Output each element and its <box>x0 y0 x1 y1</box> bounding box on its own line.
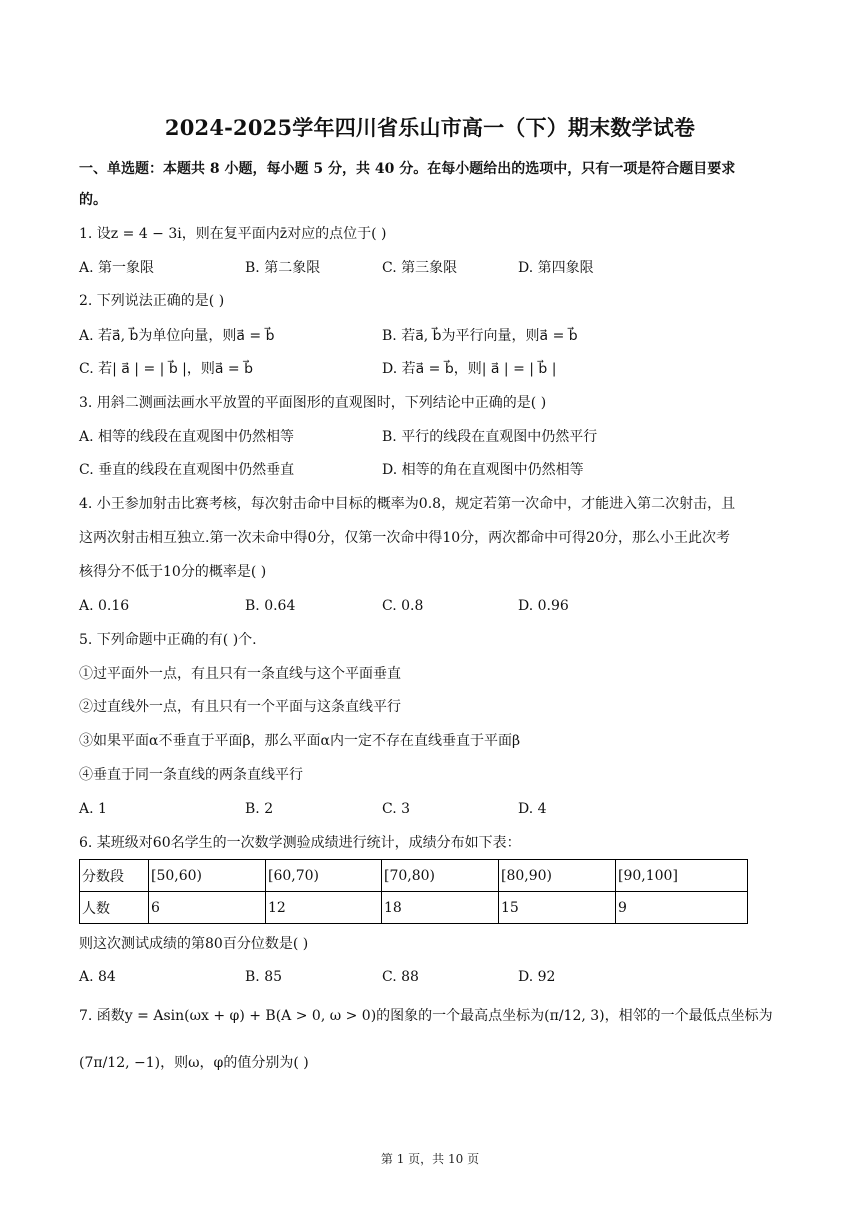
table-cell: [50,60) <box>149 860 266 892</box>
question-6-question: 则这次测试成绩的第80百分位数是( ) <box>79 936 309 952</box>
table-cell: 15 <box>499 892 616 924</box>
option-c: C. 3 <box>382 801 411 817</box>
option-a: A. 0.16 <box>79 598 130 614</box>
question-6-options <box>79 967 779 987</box>
option-a: A. 84 <box>79 969 116 985</box>
question-4-line2: 这两次射击相互独立.第一次未命中得0分，仅第一次命中得10分，两次都命中可得20分，那么小王此次考 <box>79 530 730 546</box>
option-b: B. 若a⃗, b⃗为平行向量，则a⃗ = b⃗ <box>382 328 578 344</box>
question-1-stem: 1. 设z = 4 − 3i，则在复平面内z̄对应的点位于( ) <box>79 226 387 242</box>
table-cell: [70,80) <box>382 860 499 892</box>
option-d: D. 4 <box>518 801 547 817</box>
table-cell: 6 <box>149 892 266 924</box>
table-header-row <box>80 860 748 892</box>
question-2-options-row1 <box>79 326 779 346</box>
option-a: A. 若a⃗, b⃗为单位向量，则a⃗ = b⃗ <box>79 328 275 344</box>
option-a: A. 第一象限 <box>79 260 155 276</box>
question-3-stem: 3. 用斜二测画法画水平放置的平面图形的直观图时，下列结论中正确的是( ) <box>79 395 547 411</box>
option-b: B. 85 <box>245 969 283 985</box>
statement-3: ③如果平面α不垂直于平面β，那么平面α内一定不存在直线垂直于平面β <box>79 733 521 749</box>
question-5-stem: 5. 下列命题中正确的有( )个. <box>79 632 257 648</box>
question-4-line1: 4. 小王参加射击比赛考核，每次射击命中目标的概率为0.8，规定若第一次命中，才能进入第二次射击，且 <box>79 496 736 512</box>
table-cell: [80,90) <box>499 860 616 892</box>
question-1-options <box>79 258 779 278</box>
option-a: A. 相等的线段在直观图中仍然相等 <box>79 429 295 445</box>
option-d: D. 0.96 <box>518 598 569 614</box>
question-2-stem: 2. 下列说法正确的是( ) <box>79 293 225 309</box>
option-a: A. 1 <box>79 801 107 817</box>
question-5-options <box>79 799 779 819</box>
question-7-line1: 7. 函数y = Asin(ωx + φ) + B(A > 0, ω > 0)的图象的一个最高点坐标为(π/12, 3)，相邻的一个最低点坐标为 <box>79 1008 773 1024</box>
score-distribution-table <box>79 859 748 924</box>
table-cell: 18 <box>382 892 499 924</box>
table-cell: 9 <box>616 892 748 924</box>
statement-4: ④垂直于同一条直线的两条直线平行 <box>79 767 303 783</box>
option-c: C. 若| a⃗ | = | b⃗ |，则a⃗ = b⃗ <box>79 361 253 377</box>
table-row <box>80 892 748 924</box>
question-4-line3: 核得分不低于10分的概率是( ) <box>79 564 267 580</box>
option-b: B. 2 <box>245 801 274 817</box>
option-c: C. 垂直的线段在直观图中仍然垂直 <box>79 462 295 478</box>
table-cell: 分数段 <box>80 860 149 892</box>
section-heading-line2: 的。 <box>79 192 107 208</box>
page-footer: 第 1 页，共 10 页 <box>380 1152 480 1166</box>
option-c: C. 第三象限 <box>382 260 458 276</box>
option-d: D. 相等的角在直观图中仍然相等 <box>382 462 584 478</box>
option-b: B. 0.64 <box>245 598 296 614</box>
option-c: C. 88 <box>382 969 419 985</box>
question-2-options-row2 <box>79 359 779 379</box>
table-cell: 12 <box>266 892 382 924</box>
exam-title: 2024-2025学年四川省乐山市高一（下）期末数学试卷 <box>164 115 696 140</box>
statement-1: ①过平面外一点，有且只有一条直线与这个平面垂直 <box>79 666 401 682</box>
question-7-line2: (7π/12, −1)，则ω，φ的值分别为( ) <box>79 1055 309 1071</box>
table-cell: [90,100] <box>616 860 748 892</box>
option-d: D. 若a⃗ = b⃗，则| a⃗ | = | b⃗ | <box>382 361 557 377</box>
option-d: D. 第四象限 <box>518 260 594 276</box>
question-3-options-row2 <box>79 460 779 480</box>
option-d: D. 92 <box>518 969 556 985</box>
question-6-stem: 6. 某班级对60名学生的一次数学测验成绩进行统计，成绩分布如下表： <box>79 835 521 851</box>
question-4-options <box>79 596 779 616</box>
table-cell: [60,70) <box>266 860 382 892</box>
table-cell: 人数 <box>80 892 149 924</box>
section-heading-line1: 一、单选题：本题共 8 小题，每小题 5 分，共 40 分。在每小题给出的选项中，只有一项是符合题目要求 <box>79 161 736 177</box>
option-b: B. 平行的线段在直观图中仍然平行 <box>382 429 598 445</box>
statement-2: ②过直线外一点，有且只有一个平面与这条直线平行 <box>79 699 401 715</box>
option-c: C. 0.8 <box>382 598 424 614</box>
question-3-options-row1 <box>79 427 779 447</box>
option-b: B. 第二象限 <box>245 260 321 276</box>
